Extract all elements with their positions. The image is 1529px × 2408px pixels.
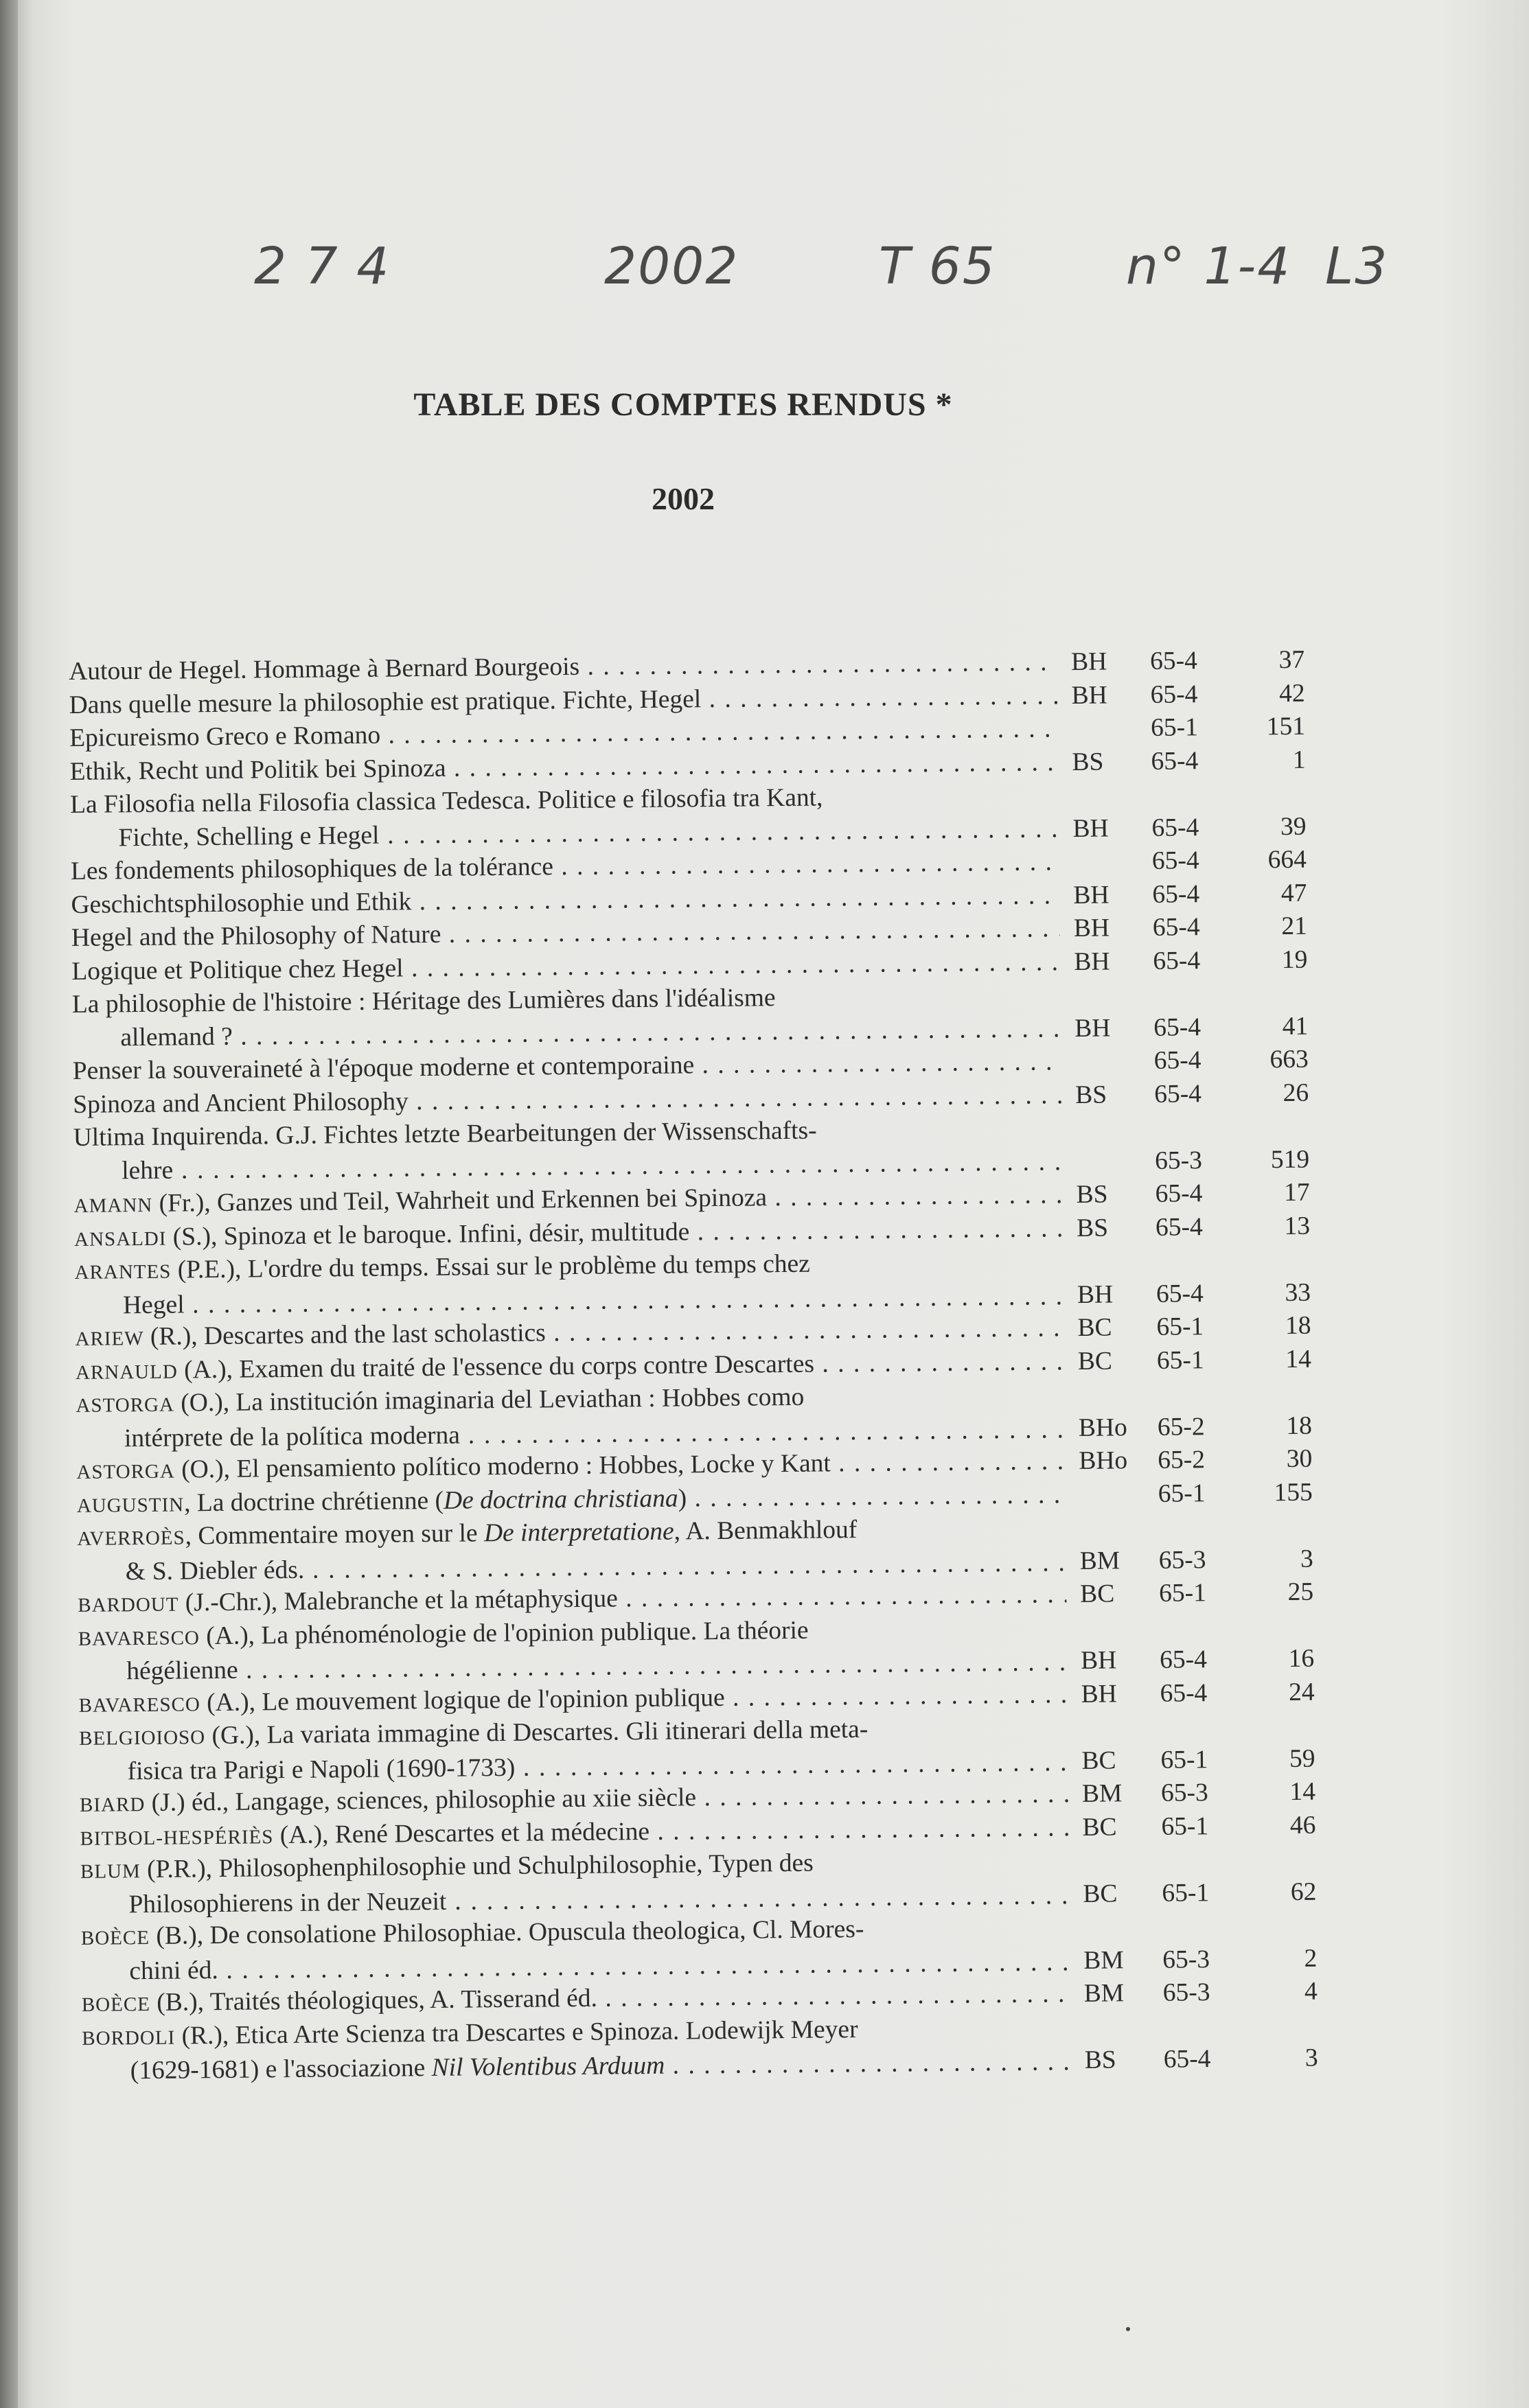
page-number: 4: [1304, 1977, 1318, 2006]
table-row: [79, 1709, 1315, 1787]
continuation-words: fisica tra Parigi e Napoli (1690-1733): [127, 1753, 516, 1785]
page-number: 30: [1286, 1444, 1313, 1474]
review-code: BH: [1070, 647, 1107, 676]
page-number: 155: [1274, 1478, 1313, 1507]
table-row: [76, 1376, 1312, 1455]
reviews-table: [69, 644, 1318, 2087]
review-code: BC: [1081, 1746, 1116, 1775]
volume-number: 65-1: [1162, 1878, 1210, 1908]
page-number: 2: [1304, 1944, 1318, 1973]
entry-author: AUGUSTIN: [76, 1493, 185, 1517]
entry-title: Spinoza and Ancient Philosophy: [73, 1087, 409, 1119]
entry-author: ARIEW: [75, 1327, 144, 1350]
review-code: [1072, 712, 1134, 713]
page-number: 1: [1292, 745, 1306, 774]
entry-title: , Commentaire moyen sur le: [185, 1519, 485, 1551]
page-number: 24: [1288, 1678, 1315, 1706]
entry-text: [80, 1844, 1070, 1921]
volume-number: 65-4: [1153, 1012, 1202, 1042]
page-number: 16: [1288, 1644, 1315, 1674]
entry-line: [77, 1516, 857, 1551]
volume-number: 65-1: [1160, 1745, 1208, 1774]
volume-number: 65-1: [1158, 1479, 1206, 1508]
review-code: BC: [1082, 1812, 1117, 1842]
review-code: BM: [1083, 1979, 1125, 2008]
volume-number: 65-4: [1152, 879, 1200, 909]
entry-title: (G.), La variata immagine di Descartes. Gli itinerari della meta-: [205, 1715, 869, 1750]
volume-number: 65-4: [1151, 746, 1199, 776]
page-title: TABLE DES COMPTES RENDUS *: [413, 386, 953, 423]
volume-number: 65-1: [1161, 1811, 1209, 1841]
entry-text: [74, 1245, 1064, 1321]
review-code: BH: [1073, 914, 1110, 942]
entry-line: [70, 783, 823, 819]
handwritten-year: 2002: [604, 237, 739, 296]
continuation-words: chini éd.: [129, 1956, 218, 1985]
continuation-words: hégélienne: [126, 1656, 238, 1686]
volume-number: 65-4: [1156, 1279, 1204, 1308]
review-code: BS: [1072, 748, 1104, 776]
page-number: 18: [1285, 1311, 1311, 1341]
entry-title: La Filosofia nella Filosofia classica Tedesca. Politice e filosofia tra Kant,: [69, 783, 823, 819]
entry-text: [78, 1612, 1068, 1688]
table-row: [72, 977, 1309, 1055]
volume-number: 65-4: [1160, 1678, 1208, 1708]
entry-title: (Fr.), Ganzes und Teil, Wahrheit und Erkennen bei Spinoza: [152, 1183, 768, 1218]
volume-number: 65-3: [1158, 1545, 1206, 1575]
volume-number: 65-4: [1154, 1079, 1202, 1109]
review-code: BH: [1074, 947, 1110, 976]
review-code: BM: [1079, 1546, 1120, 1575]
entry-title: Dans quelle mesure la philosophie est pratique. Fichte, Hegel: [69, 684, 702, 719]
volume-number: 65-4: [1155, 1212, 1204, 1242]
handwritten-shelf: L3: [1325, 237, 1389, 296]
page-number: 46: [1289, 1811, 1316, 1840]
volume-number: 65-4: [1151, 846, 1199, 875]
entry-title: (A.), René Descartes et la médecine: [273, 1817, 650, 1849]
review-code: BC: [1077, 1346, 1113, 1376]
volume-number: 65-1: [1158, 1579, 1207, 1608]
entry-author: ANSALDI: [74, 1227, 167, 1251]
entry-title: (O.), La institución imaginaria del Leviathan : Hobbes como: [174, 1382, 805, 1417]
entry-line: [76, 1383, 804, 1418]
entry-title: (P.E.), L'ordre du temps. Essai sur le problème du temps chez: [171, 1249, 810, 1284]
page-number: 13: [1284, 1212, 1311, 1240]
entry-author: BARDOUT: [78, 1593, 179, 1617]
entry-title: Les fondements philosophiques de la tolérance: [70, 853, 554, 885]
page-year: 2002: [652, 481, 715, 516]
page-number: 519: [1270, 1145, 1310, 1174]
volume-number: 65-4: [1152, 913, 1200, 942]
continuation-words: (1629-1681) e l'associazione: [130, 2054, 432, 2085]
entry-text: [82, 2011, 1071, 2087]
review-code: BM: [1083, 1945, 1124, 1975]
handwritten-call-number: 2 7 4: [254, 237, 391, 296]
handwritten-annotation: [0, 237, 1529, 312]
review-code: BHo: [1079, 1446, 1128, 1475]
entry-author: ARANTES: [74, 1260, 172, 1284]
entry-author: BAVARESCO: [78, 1693, 200, 1717]
page-number: 21: [1281, 912, 1308, 941]
entry-author: ASTORGA: [76, 1393, 175, 1417]
page-number: 25: [1287, 1577, 1314, 1607]
entry-author: BORDOLI: [82, 2026, 176, 2050]
continuation-words: Fichte, Schelling e Hegel: [118, 821, 380, 852]
entry-title: (R.), Etica Arte Scienza tra Descartes e Spinoza. Lodewijk Meyer: [175, 2015, 858, 2050]
continuation-words: intérprete de la política moderna: [124, 1421, 461, 1452]
entry-text: [76, 1378, 1065, 1455]
entry-author: AMANN: [73, 1194, 153, 1217]
volume-number: 65-4: [1153, 1046, 1202, 1075]
table-row: [70, 777, 1307, 855]
binding-shadow: [0, 0, 18, 2408]
volume-number: 65-4: [1150, 680, 1198, 709]
page-number: 39: [1280, 812, 1307, 841]
entry-title: Ultima Inquirenda. G.J. Fichtes letzte Bearbeitungen der Wissenschafts-: [73, 1116, 817, 1152]
review-code: BH: [1074, 1013, 1111, 1043]
entry-line: [73, 1117, 817, 1152]
page-number: 663: [1269, 1045, 1309, 1074]
review-code: [1076, 1145, 1138, 1146]
handwritten-issues: n° 1-4: [1126, 237, 1291, 296]
review-code: BC: [1077, 1313, 1112, 1342]
review-code: BH: [1077, 1280, 1114, 1309]
table-row: [82, 2008, 1318, 2087]
entry-author: BIARD: [79, 1794, 146, 1816]
speck-mark: [1126, 2327, 1130, 2331]
page-number: 664: [1267, 845, 1307, 875]
entry-line: [82, 2015, 858, 2051]
entry-title: (A.), Examen du traité de l'essence du corps contre Descartes: [177, 1350, 815, 1385]
review-code: BHo: [1078, 1413, 1127, 1442]
volume-number: 65-4: [1155, 1179, 1203, 1208]
table-row: [74, 1243, 1311, 1321]
volume-number: 65-4: [1153, 946, 1201, 975]
entry-title: La philosophie de l'histoire : Héritage des Lumières dans l'idéalisme: [71, 984, 776, 1019]
entry-line: [74, 1250, 810, 1285]
entry-continuation: [82, 2046, 1071, 2087]
entry-text: [81, 1911, 1070, 1987]
review-code: BH: [1072, 813, 1109, 843]
review-code: [1073, 845, 1135, 846]
page-number: 3: [1304, 2044, 1318, 2072]
entry-author: BLUM: [80, 1860, 141, 1883]
volume-number: 65-3: [1162, 1978, 1210, 2007]
continuation-italic: Nil Volentibus Arduum: [431, 2051, 665, 2083]
review-code: [1079, 1478, 1141, 1479]
entry-title-end: ): [678, 1483, 687, 1513]
entry-title: (O.), El pensamiento político moderno : Hobbes, Locke y Kant: [174, 1449, 831, 1484]
entry-line: [78, 1616, 809, 1651]
continuation-words: lehre: [122, 1156, 174, 1185]
entry-title-end: , A. Benmakhlouf: [674, 1516, 858, 1546]
entry-title: (A.), La phénoménologie de l'opinion publique. La théorie: [199, 1616, 809, 1650]
page-number: 47: [1280, 879, 1307, 907]
volume-number: 65-4: [1151, 813, 1199, 842]
volume-number: 65-2: [1158, 1446, 1206, 1474]
page-number: 42: [1278, 679, 1305, 708]
entry-title: (A.), Le mouvement logique de l'opinion publique: [200, 1683, 725, 1717]
review-code: BH: [1081, 1679, 1117, 1709]
review-code: BS: [1075, 1080, 1107, 1109]
entry-title: Geschichtsphilosophie und Ethik: [71, 887, 412, 919]
continuation-text: [130, 2048, 1071, 2087]
entry-author: ASTORGA: [76, 1460, 176, 1483]
volume-number: 65-1: [1156, 1312, 1204, 1341]
entry-title: Logique et Politique chez Hegel: [71, 953, 404, 986]
volume-number: 65-3: [1162, 1945, 1210, 1974]
page-number: 62: [1290, 1877, 1317, 1906]
entry-title: Hegel and the Philosophy of Nature: [71, 920, 441, 952]
review-code: BS: [1084, 2046, 1116, 2074]
entry-title: (B.), De consolatione Philosophiae. Opuscula theologica, Cl. Mores-: [149, 1914, 864, 1950]
entry-text: [79, 1711, 1068, 1787]
entry-text: [72, 979, 1061, 1055]
entry-title: (R.), Descartes and the last scholastics: [143, 1319, 546, 1351]
entry-author: BOÈCE: [81, 1993, 151, 2016]
review-code: BC: [1079, 1579, 1115, 1608]
page-number: 41: [1282, 1012, 1309, 1041]
page-number: 26: [1283, 1078, 1309, 1107]
continuation-words: Hegel: [122, 1290, 185, 1319]
review-code: BC: [1083, 1879, 1118, 1908]
review-code: BS: [1076, 1180, 1108, 1209]
entry-title: (B.), Traités théologiques, A. Tisserand éd.: [150, 1984, 598, 2017]
page-number: 19: [1281, 945, 1308, 974]
volume-number: 65-1: [1150, 713, 1199, 742]
entry-line: [80, 1849, 814, 1884]
entry-line: [72, 984, 776, 1019]
continuation-words: Philosophierens in der Neuzeit: [128, 1887, 447, 1919]
entry-author: BITBOL-HESPÉRIÈS: [80, 1825, 274, 1850]
volume-number: 65-3: [1154, 1146, 1203, 1175]
entry-line: [79, 1715, 869, 1751]
page-number: 14: [1285, 1345, 1312, 1374]
volume-number: 65-3: [1160, 1779, 1208, 1807]
entry-author: BAVARESCO: [78, 1626, 200, 1650]
entry-title-italic: De doctrina christiana: [443, 1484, 678, 1515]
review-code: BH: [1080, 1646, 1117, 1675]
page-number: 37: [1278, 645, 1305, 675]
entry-title: , La doctrine chrétienne (: [183, 1486, 444, 1517]
volume-number: 65-4: [1163, 2045, 1211, 2074]
entry-line: [81, 1915, 864, 1951]
entry-text: [70, 779, 1059, 855]
entry-author: BOÈCE: [80, 1926, 150, 1949]
entry-title: Penser la souveraineté à l'époque moderne et contemporaine: [72, 1051, 695, 1085]
table-row: [77, 1509, 1313, 1588]
entry-title: (J.-Chr.), Malebranche et la métaphysique: [179, 1584, 618, 1617]
entry-title: Ethik, Recht und Politik bei Spinoza: [69, 754, 446, 786]
volume-number: 65-1: [1156, 1345, 1204, 1375]
page-number: 14: [1289, 1777, 1316, 1807]
review-code: BH: [1073, 880, 1110, 910]
table-row: [73, 1110, 1310, 1188]
page-number: 33: [1285, 1278, 1311, 1307]
handwritten-volume: T 65: [879, 237, 996, 296]
volume-number: 65-2: [1157, 1412, 1205, 1442]
entry-title: (J.) éd., Langage, sciences, philosophie au xiie siècle: [145, 1783, 697, 1818]
entry-text: [77, 1512, 1066, 1588]
entry-author: AVERROÈS: [77, 1527, 185, 1550]
entry-title: Epicureismo Greco e Romano: [69, 721, 381, 752]
volume-number: 65-4: [1149, 647, 1198, 675]
table-row: [80, 1842, 1317, 1921]
volume-number: 65-4: [1159, 1645, 1208, 1674]
review-code: BS: [1076, 1214, 1109, 1242]
continuation-words: & S. Diebler éds.: [125, 1555, 305, 1586]
page-number: 17: [1283, 1178, 1310, 1207]
review-code: BH: [1071, 680, 1107, 710]
page-number: 151: [1266, 712, 1306, 741]
entry-author: ARNAULD: [75, 1361, 178, 1384]
entry-title: Autour de Hegel. Hommage à Bernard Bourgeois: [69, 652, 580, 686]
page-number: 59: [1289, 1744, 1315, 1773]
page-number: 3: [1300, 1544, 1313, 1573]
entry-title-italic: De interpretatione: [483, 1517, 674, 1548]
table-row: [81, 1909, 1318, 1987]
entry-title: (S.), Spinoza et le baroque. Infini, désir, multitude: [166, 1217, 690, 1251]
entry-author: BELGIOIOSO: [78, 1726, 206, 1750]
entry-title: (P.R.), Philosophenphilosophie und Schulphilosophie, Typen des: [140, 1849, 814, 1884]
table-row: [78, 1609, 1315, 1687]
review-code: BM: [1081, 1779, 1123, 1808]
page-number: 18: [1286, 1411, 1313, 1440]
entry-line: [69, 646, 1057, 686]
continuation-words: allemand ?: [120, 1022, 233, 1052]
entry-text: [73, 1112, 1063, 1188]
